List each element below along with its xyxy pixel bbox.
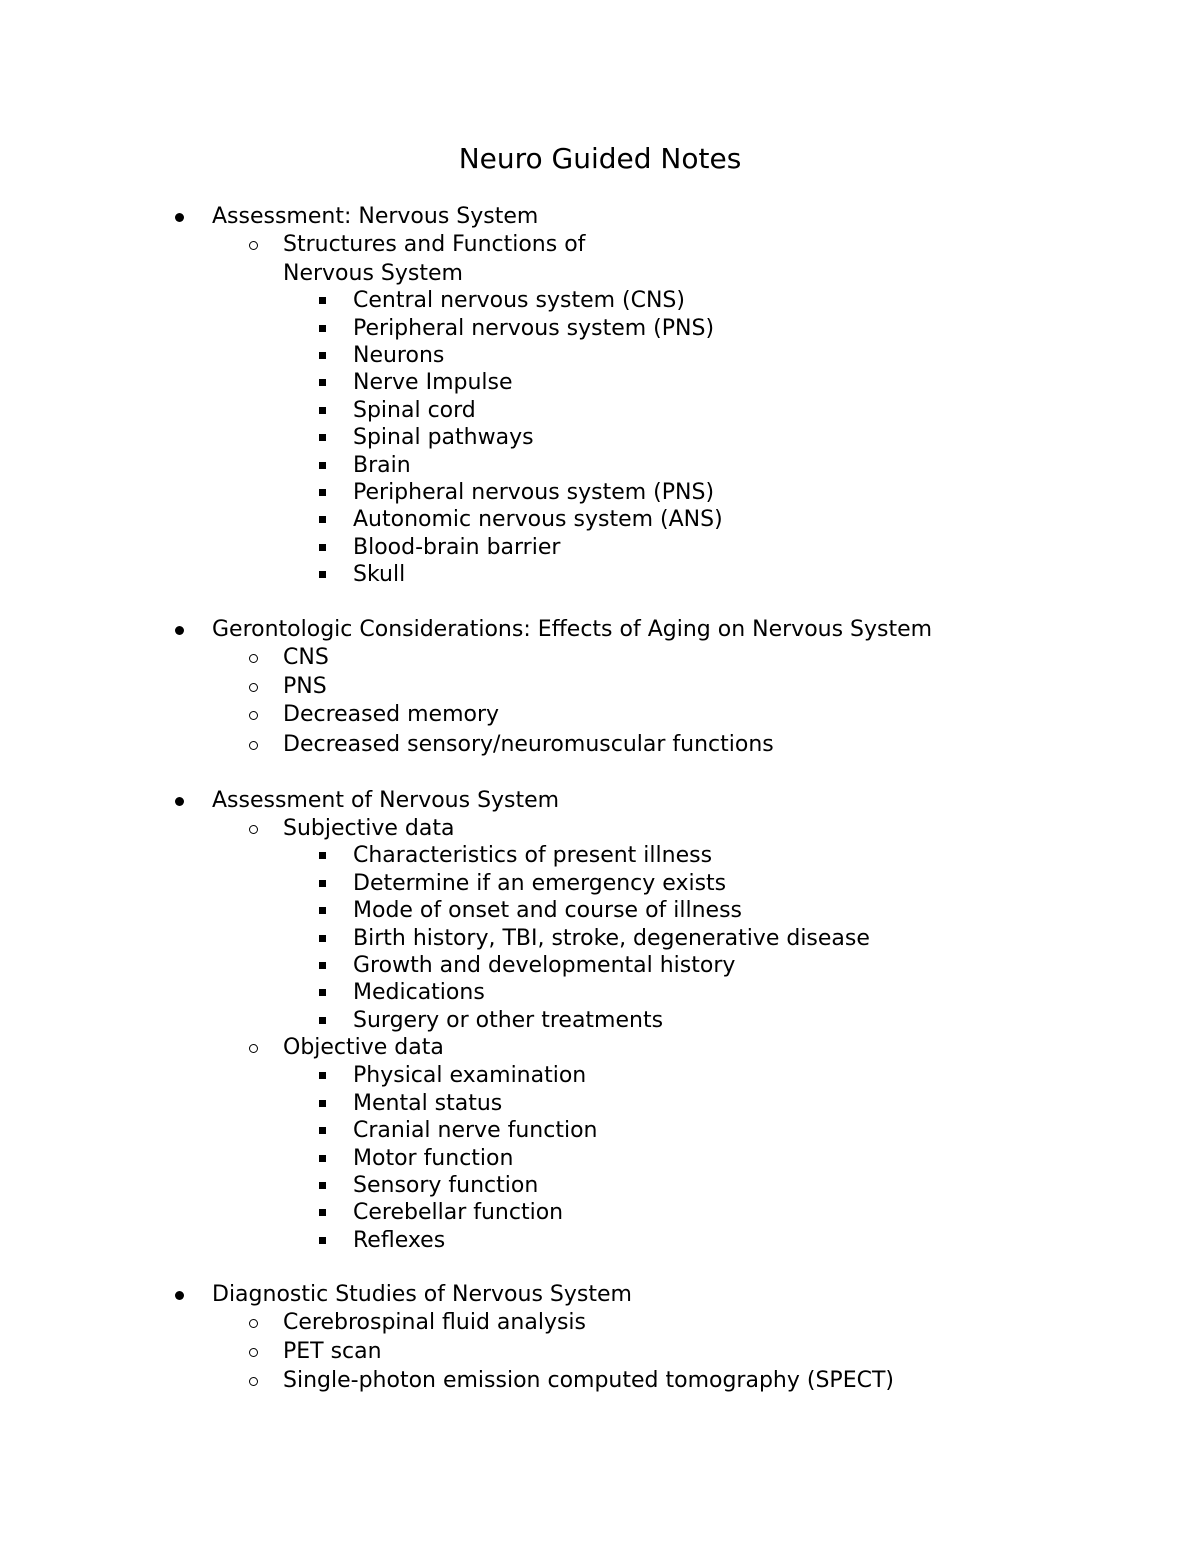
level3-bullet xyxy=(319,1237,326,1244)
list-item: Brain xyxy=(353,453,411,478)
list-item: Birth history, TBI, stroke, degenerative disease xyxy=(353,926,870,951)
level2-bullet xyxy=(249,683,258,692)
list-item: Neurons xyxy=(353,343,445,368)
list-item: Peripheral nervous system (PNS) xyxy=(353,480,715,505)
subsection-label: Decreased memory xyxy=(283,702,500,727)
level1-bullet xyxy=(175,626,184,635)
subsection-label: Cerebrospinal fluid analysis xyxy=(283,1310,586,1335)
level3-bullet xyxy=(319,880,326,887)
level2-bullet xyxy=(249,711,258,720)
level3-bullet xyxy=(319,935,326,942)
level2-bullet xyxy=(249,1377,258,1386)
list-item: Motor function xyxy=(353,1146,514,1171)
document-title: Neuro Guided Notes xyxy=(458,142,742,175)
subsection-label: PNS xyxy=(283,674,327,699)
level1-bullet xyxy=(175,213,184,222)
level3-bullet xyxy=(319,989,326,996)
level3-bullet xyxy=(319,1182,326,1189)
subsection-label: Decreased sensory/neuromuscular functions xyxy=(283,732,774,757)
subsection-label-continued: Nervous System xyxy=(283,261,463,286)
level3-bullet xyxy=(319,462,326,469)
level2-bullet xyxy=(249,1044,258,1053)
list-item: Surgery or other treatments xyxy=(353,1008,664,1033)
level3-bullet xyxy=(319,325,326,332)
level3-bullet xyxy=(319,379,326,386)
list-item: Autonomic nervous system (ANS) xyxy=(353,507,723,532)
list-item: Characteristics of present illness xyxy=(353,843,713,868)
list-item: Medications xyxy=(353,980,485,1005)
level3-bullet xyxy=(319,1100,326,1107)
list-item: Growth and developmental history xyxy=(353,953,736,978)
subsection-label: Single-photon emission computed tomography (SPECT) xyxy=(283,1368,894,1393)
subsection-label: Structures and Functions of xyxy=(283,232,586,257)
level1-bullet xyxy=(175,1291,184,1300)
level3-bullet xyxy=(319,571,326,578)
level3-bullet xyxy=(319,489,326,496)
list-item: Spinal pathways xyxy=(353,425,534,450)
section-heading: Assessment: Nervous System xyxy=(212,204,539,229)
section-heading: Diagnostic Studies of Nervous System xyxy=(212,1282,632,1307)
list-item: Physical examination xyxy=(353,1063,587,1088)
list-item: Cranial nerve function xyxy=(353,1118,598,1143)
list-item: Central nervous system (CNS) xyxy=(353,288,685,313)
list-item: Skull xyxy=(353,562,406,587)
level3-bullet xyxy=(319,962,326,969)
list-item: Sensory function xyxy=(353,1173,539,1198)
level3-bullet xyxy=(319,434,326,441)
level3-bullet xyxy=(319,1072,326,1079)
level1-bullet xyxy=(175,797,184,806)
level2-bullet xyxy=(249,1319,258,1328)
list-item: Mental status xyxy=(353,1091,503,1116)
list-item: Nerve Impulse xyxy=(353,370,513,395)
list-item: Determine if an emergency exists xyxy=(353,871,727,896)
section-heading: Assessment of Nervous System xyxy=(212,788,560,813)
level3-bullet xyxy=(319,852,326,859)
list-item: Mode of onset and course of illness xyxy=(353,898,743,923)
list-item: Blood-brain barrier xyxy=(353,535,561,560)
level3-bullet xyxy=(319,1209,326,1216)
level2-bullet xyxy=(249,654,258,663)
list-item: Peripheral nervous system (PNS) xyxy=(353,316,715,341)
level3-bullet xyxy=(319,1017,326,1024)
level2-bullet xyxy=(249,825,258,834)
level3-bullet xyxy=(319,407,326,414)
list-item: Cerebellar function xyxy=(353,1200,564,1225)
subsection-label: Subjective data xyxy=(283,816,455,841)
level2-bullet xyxy=(249,1348,258,1357)
section-heading: Gerontologic Considerations: Effects of Aging on Nervous System xyxy=(212,617,933,642)
level3-bullet xyxy=(319,1127,326,1134)
level3-bullet xyxy=(319,1155,326,1162)
list-item: Spinal cord xyxy=(353,398,476,423)
level2-bullet xyxy=(249,241,258,250)
subsection-label: Objective data xyxy=(283,1035,444,1060)
level3-bullet xyxy=(319,352,326,359)
subsection-label: PET scan xyxy=(283,1339,382,1364)
level3-bullet xyxy=(319,544,326,551)
level3-bullet xyxy=(319,516,326,523)
subsection-label: CNS xyxy=(283,645,329,670)
level3-bullet xyxy=(319,297,326,304)
level3-bullet xyxy=(319,907,326,914)
list-item: Reflexes xyxy=(353,1228,446,1253)
level2-bullet xyxy=(249,741,258,750)
